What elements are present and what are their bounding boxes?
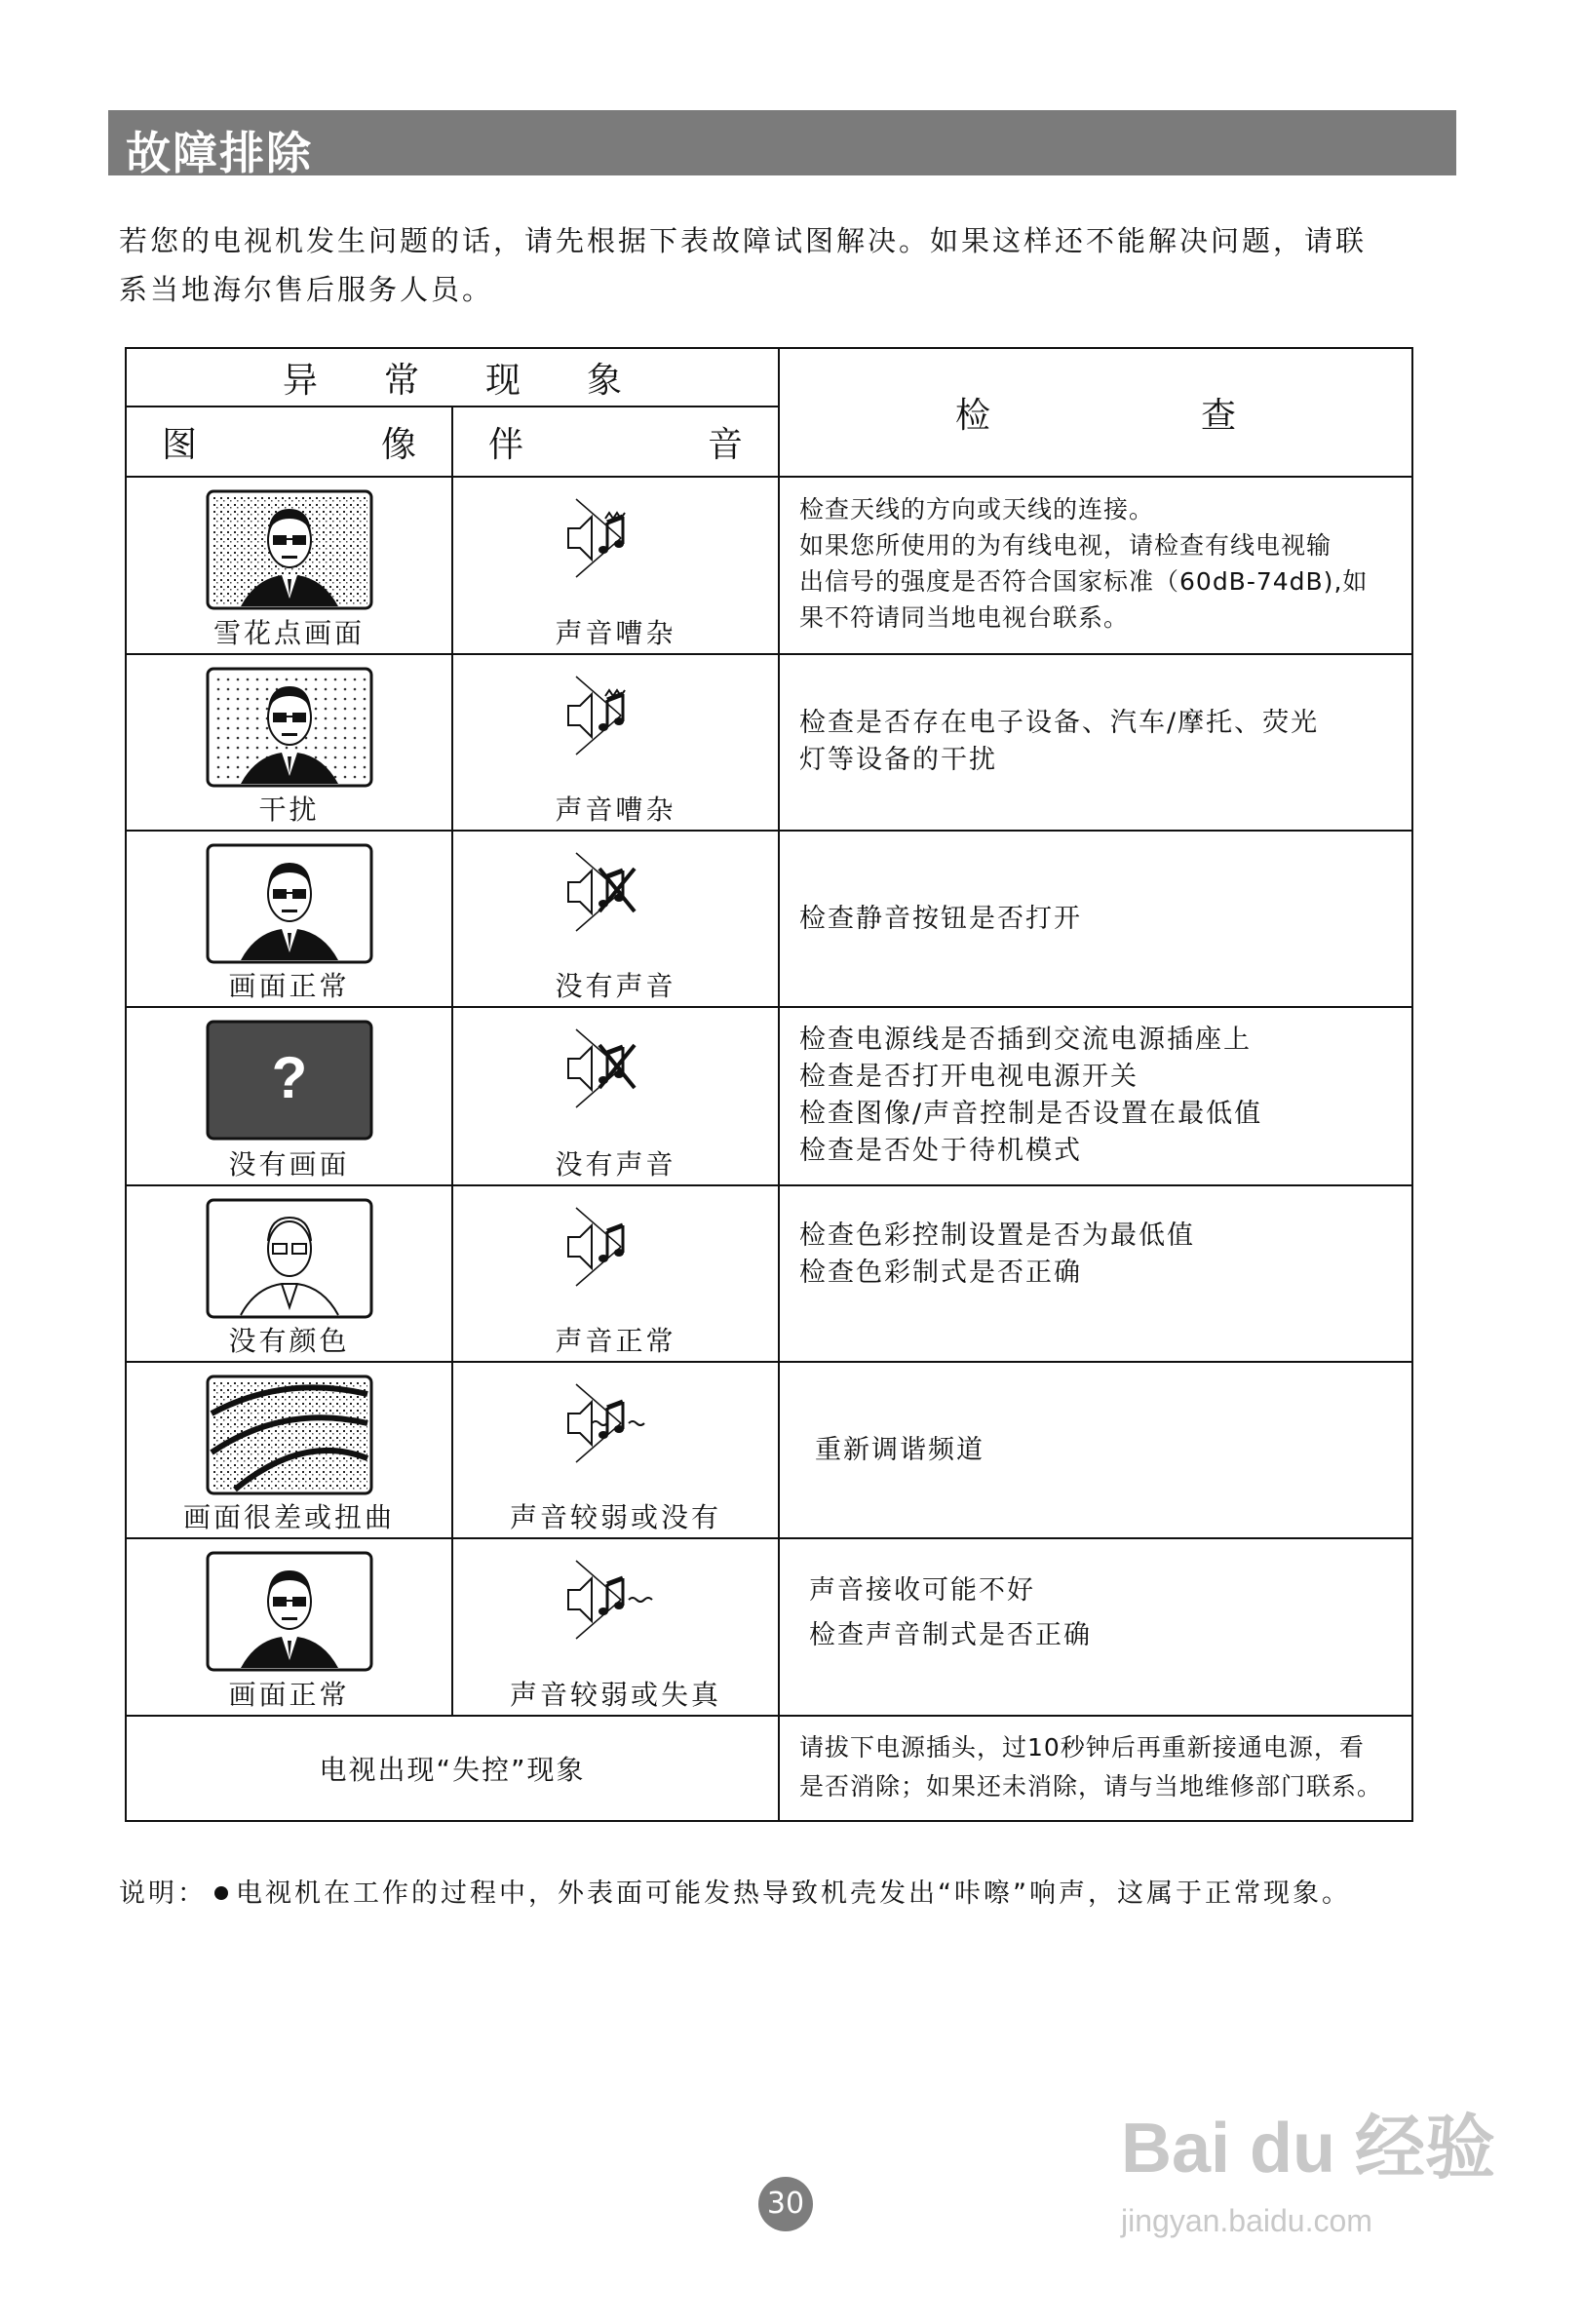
weak-speaker-icon [562, 1551, 670, 1648]
check-line: 检查天线的方向或天线的连接。 [799, 495, 1155, 524]
check-cell [779, 1716, 1412, 1821]
intro-line-2: 系当地海尔售后服务人员。 [119, 273, 494, 306]
picture-cell [126, 1185, 452, 1362]
normal-tv-icon [206, 1551, 373, 1672]
table-row [126, 1716, 1412, 1821]
table-row [126, 1362, 1412, 1538]
sound-caption: 没有声音 [555, 1147, 676, 1181]
check-line: 出信号的强度是否符合国家标准（60dB-74dB),如 [799, 567, 1369, 597]
picture-cell [126, 1538, 452, 1715]
header-check-1: 检 [955, 395, 991, 436]
picture-caption: 画面正常 [228, 970, 350, 1003]
header-sound-1: 伴 [488, 424, 524, 465]
check-cell [779, 831, 1412, 1007]
header-symptom [126, 348, 779, 407]
check-line: 检查静音按钮是否打开 [799, 903, 1082, 934]
check-line: 请拔下电源插头，过10秒钟后再重新接通电源，看 [799, 1732, 1365, 1762]
sound-cell [452, 1538, 779, 1715]
mute-speaker-icon [562, 1020, 670, 1117]
normal-tv-icon [206, 843, 373, 964]
picture-cell [126, 831, 452, 1007]
check-cell [779, 477, 1412, 653]
check-cell [779, 654, 1412, 831]
picture-cell [126, 477, 452, 653]
picture-cell [126, 1007, 452, 1184]
picture-caption: 画面正常 [228, 1678, 350, 1711]
svg-text:?: ? [271, 1045, 307, 1111]
check-line: 检查电源线是否插到交流电源插座上 [799, 1025, 1252, 1056]
header-check-2: 查 [1200, 395, 1236, 436]
table-row [126, 831, 1412, 1007]
check-line: 检查是否打开电视电源开关 [799, 1062, 1139, 1093]
section-title-bar [108, 110, 1456, 179]
check-cell [779, 1538, 1412, 1715]
noisy-speaker-icon [562, 667, 670, 764]
table-row [126, 1007, 1412, 1184]
header-picture-1: 图 [162, 424, 198, 465]
header-symptom-4: 象 [586, 360, 622, 401]
picture-cell [126, 1362, 452, 1538]
header-check [779, 348, 1412, 477]
check-line: 检查是否处于待机模式 [799, 1136, 1082, 1167]
header-symptom-1: 异 [283, 360, 319, 401]
header-picture-2: 像 [380, 424, 416, 465]
table-row [126, 1185, 1412, 1362]
sound-cell [452, 1007, 779, 1184]
sound-cell [452, 1185, 779, 1362]
header-sound [452, 407, 779, 477]
sound-cell [452, 831, 779, 1007]
snow-tv-icon [206, 489, 373, 610]
header-symptom-2: 常 [383, 360, 419, 401]
check-line: 灯等设备的干扰 [799, 745, 997, 776]
sound-cell [452, 1362, 779, 1538]
check-line: 如果您所使用的为有线电视，请检查有线电视输 [799, 531, 1332, 561]
table-row [126, 654, 1412, 831]
page-title: 故障排除 [126, 127, 313, 179]
distorted-tv-icon [206, 1375, 373, 1495]
page-number: 30 [758, 2177, 813, 2231]
check-line: 检查色彩控制设置是否为最低值 [799, 1220, 1195, 1251]
header-symptom-3: 现 [484, 360, 521, 401]
picture-cell [126, 654, 452, 831]
check-line: 检查是否存在电子设备、汽车/摩托、荧光 [799, 708, 1320, 739]
no-color-tv-icon [206, 1198, 373, 1319]
check-cell [779, 1007, 1412, 1184]
interference-tv-icon [206, 667, 373, 788]
no-picture-tv-icon [206, 1020, 373, 1141]
picture-caption: 干扰 [258, 793, 320, 826]
troubleshooting-table [125, 347, 1413, 1822]
mute-speaker-icon [562, 843, 670, 941]
picture-caption: 雪花点画面 [212, 616, 365, 649]
check-line: 检查声音制式是否正确 [809, 1620, 1092, 1651]
check-cell [779, 1362, 1412, 1538]
sound-cell [452, 654, 779, 831]
normal-speaker-icon [562, 1198, 670, 1296]
header-sound-2: 音 [707, 424, 743, 465]
watermark-logo: Bai du 经验 [1121, 2110, 1496, 2188]
note-label: 说明： [119, 1879, 207, 1909]
check-line: 果不符请同当地电视台联系。 [799, 603, 1130, 633]
check-line: 是否消除；如果还未消除，请与当地维修部门联系。 [799, 1771, 1383, 1801]
table-row [126, 477, 1412, 653]
check-line: 检查图像/声音控制是否设置在最低值 [799, 1099, 1263, 1130]
weak-speaker-icon [562, 1375, 670, 1472]
check-line: 检查色彩制式是否正确 [799, 1257, 1082, 1288]
table-row [126, 1538, 1412, 1715]
sound-caption: 没有声音 [555, 970, 676, 1003]
note [119, 1872, 1351, 1910]
intro-paragraph [119, 216, 1474, 314]
runaway-cell: 电视出现“失控”现象 [126, 1716, 779, 1821]
sound-cell [452, 477, 779, 653]
bullet-icon [214, 1886, 228, 1900]
sound-caption: 声音较弱或失真 [509, 1678, 721, 1711]
intro-line-1: 若您的电视机发生问题的话，请先根据下表故障试图解决。如果这样还不能解决问题，请联 [119, 224, 1368, 257]
check-line: 重新调谐频道 [815, 1434, 985, 1465]
picture-caption: 没有画面 [228, 1147, 350, 1181]
header-picture [126, 407, 452, 477]
sound-caption: 声音正常 [555, 1325, 676, 1358]
check-cell [779, 1185, 1412, 1362]
note-text: 电视机在工作的过程中，外表面可能发热导致机壳发出“咔嚓”响声，这属于正常现象。 [236, 1879, 1351, 1909]
noisy-speaker-icon [562, 489, 670, 587]
sound-caption: 声音嘈杂 [555, 793, 676, 826]
sound-caption: 声音较弱或没有 [509, 1501, 721, 1534]
picture-caption: 没有颜色 [228, 1325, 350, 1358]
watermark-url: jingyan.baidu.com [1121, 2203, 1372, 2238]
sound-caption: 声音嘈杂 [555, 616, 676, 649]
check-line: 声音接收可能不好 [809, 1575, 1035, 1607]
picture-caption: 画面很差或扭曲 [182, 1501, 395, 1534]
